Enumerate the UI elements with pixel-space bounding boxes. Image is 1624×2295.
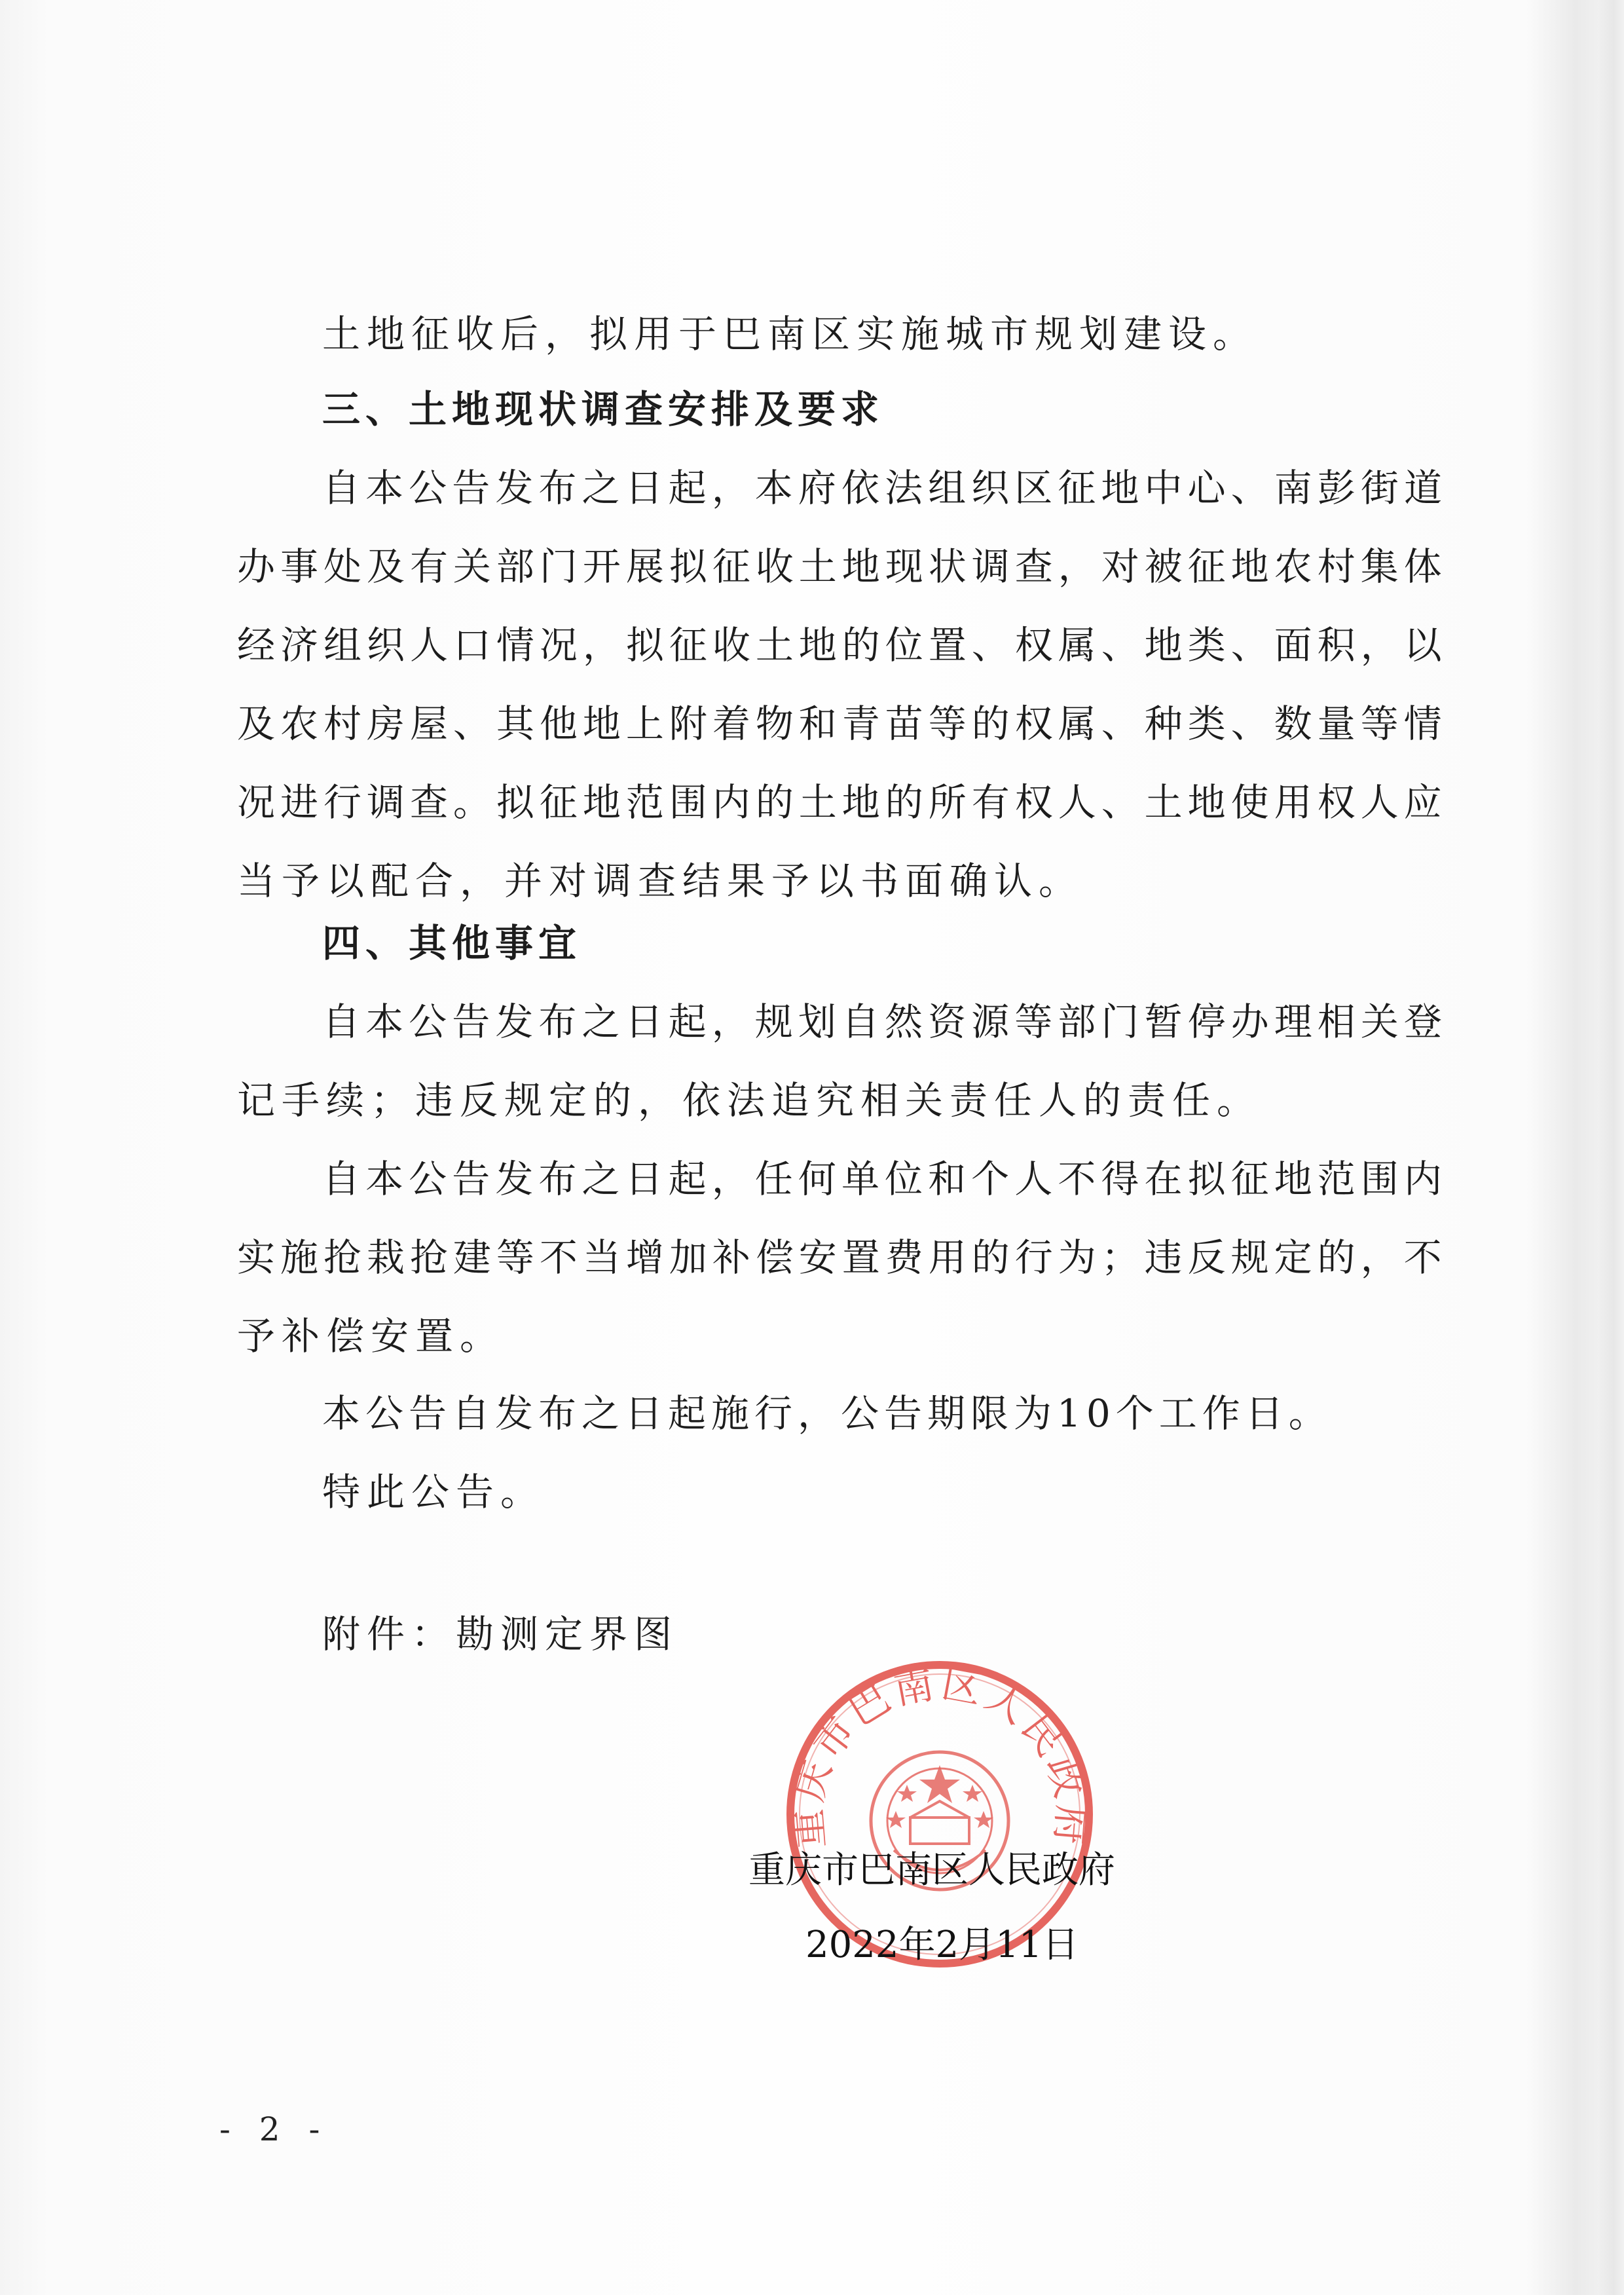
section4-p2-line-1: 自 本 公 告 发 布 之 日 起 ， 任 何 单 位 和 个 人 不 得 在 拟 征 地 范 围 内 — [322, 1157, 1442, 1201]
scan-edge-shadow — [1598, 0, 1624, 2295]
section4-p2-line-2: 实 施 抢 栽 抢 建 等 不 当 增 加 补 偿 安 置 费 用 的 行 为 ； 违 反 规 定 的 ， 不 — [237, 1235, 1442, 1280]
section-heading-4: 四、其他事宜 — [322, 921, 582, 965]
attachment-line: 附件：勘测定界图 — [322, 1612, 679, 1656]
section-heading-3: 三、土地现状调查安排及要求 — [322, 387, 885, 432]
section4-p1-line-1: 自 本 公 告 发 布 之 日 起 ， 规 划 自 然 资 源 等 部 门 暂 停 办 理 相 关 登 — [322, 999, 1442, 1044]
issuer-name: 重庆市巴南区人民政府 — [748, 1849, 1115, 1892]
section4-p2-line-3: 予补偿安置。 — [237, 1314, 505, 1358]
issue-date: 2022年2月11日 — [805, 1924, 1079, 1966]
page-number: - 2 - — [219, 2110, 329, 2148]
section3-line-1: 自 本 公 告 发 布 之 日 起 ， 本 府 依 法 组 织 区 征 地 中 心 、 南 彭 街 道 — [322, 466, 1442, 510]
section3-line-3: 经 济 组 织 人 口 情 况 ， 拟 征 收 土 地 的 位 置 、 权 属 、 地 类 、 面 积 ， 以 — [237, 623, 1442, 667]
body-line-continued: 土地征收后，拟用于巴南区实施城市规划建设。 — [322, 312, 1258, 356]
effective-statement: 本公告自发布之日起施行，公告期限为10个工作日。 — [322, 1391, 1332, 1436]
svg-text:重庆市巴南区人民政府: 重庆市巴南区人民政府 — [784, 1660, 1095, 1850]
section3-line-5: 况 进 行 调 查 。 拟 征 地 范 围 内 的 土 地 的 所 有 权 人 、 土 地 使 用 权 人 应 — [237, 780, 1442, 825]
section3-line-4: 及 农 村 房 屋 、 其 他 地 上 附 着 物 和 青 苗 等 的 权 属 、 种 类 、 数 量 等 情 — [237, 701, 1442, 746]
section4-p1-line-2: 记手续；违反规定的，依法追究相关责任人的责任。 — [237, 1078, 1262, 1123]
section3-line-2: 办 事 处 及 有 关 部 门 开 展 拟 征 收 土 地 现 状 调 查 ， 对 被 征 地 农 村 集 体 — [237, 544, 1442, 589]
closing-line: 特此公告。 — [322, 1470, 545, 1514]
section3-line-6: 当予以配合，并对调查结果予以书面确认。 — [237, 859, 1084, 903]
